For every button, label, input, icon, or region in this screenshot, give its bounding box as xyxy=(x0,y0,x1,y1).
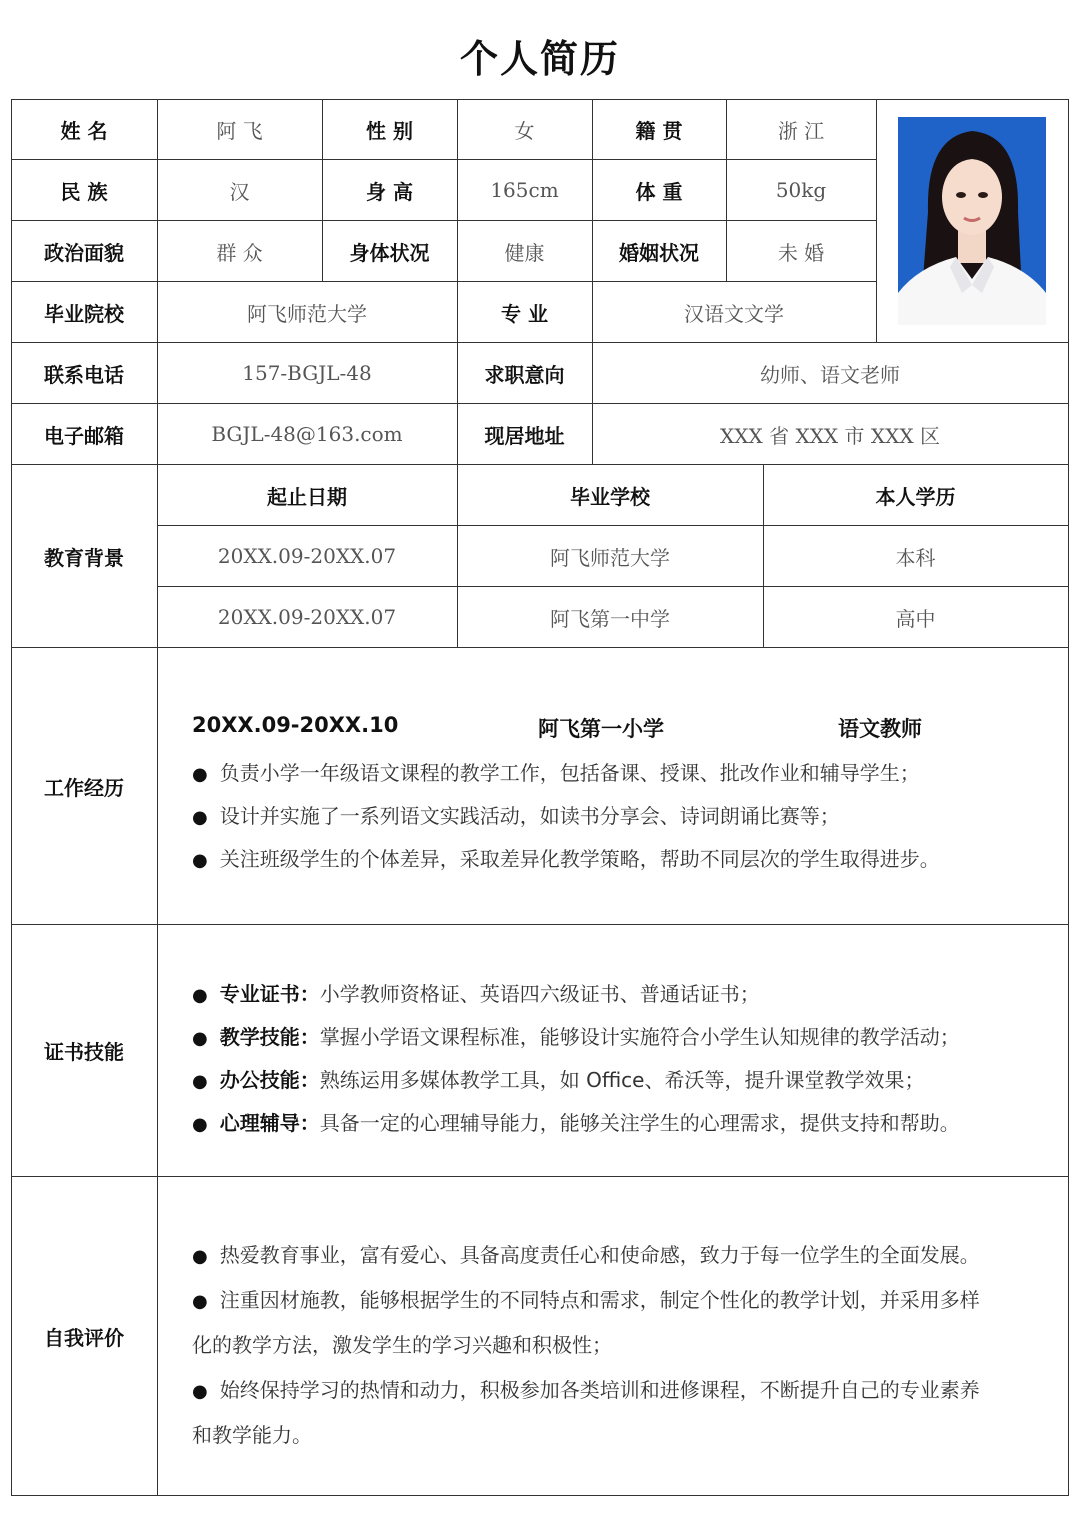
list-item xyxy=(192,843,940,872)
bullet-icon: ● xyxy=(192,850,208,871)
education-label: 教育背景 xyxy=(11,465,158,648)
address-label: 现居地址 xyxy=(457,404,593,465)
list-item xyxy=(192,1239,980,1268)
height-value: 165cm xyxy=(457,160,593,221)
skill-text: 熟练运用多媒体教学工具，如 Office、希沃等，提升课堂教学效果； xyxy=(319,1068,925,1092)
weight-value: 50kg xyxy=(726,160,877,221)
edu-header-date: 起止日期 xyxy=(157,465,458,526)
political-label: 政治面貌 xyxy=(11,221,158,282)
self-eval-label: 自我评价 xyxy=(11,1177,158,1496)
bullet-icon: ● xyxy=(192,1291,208,1312)
bullet-icon: ● xyxy=(192,807,208,828)
skill-text: 具备一定的心理辅导能力，能够关注学生的心理需求，提供支持和帮助。 xyxy=(319,1111,960,1135)
skill-key: 办公技能： xyxy=(219,1068,320,1092)
gender-value: 女 xyxy=(457,99,593,160)
name-label: 姓 名 xyxy=(11,99,158,160)
bullet-icon: ● xyxy=(192,1381,208,1402)
bullet-icon: ● xyxy=(192,764,208,785)
marital-label: 婚姻状况 xyxy=(592,221,727,282)
list-item-continuation xyxy=(192,1329,612,1358)
health-label: 身体状况 xyxy=(322,221,458,282)
list-item-continuation xyxy=(192,1419,312,1448)
phone-label: 联系电话 xyxy=(11,343,158,404)
list-item xyxy=(192,1064,924,1093)
skill-key: 心理辅导： xyxy=(219,1111,320,1135)
weight-label: 体 重 xyxy=(592,160,727,221)
list-item xyxy=(192,1021,960,1050)
work-cell xyxy=(157,648,1069,925)
ethnic-value: 汉 xyxy=(157,160,323,221)
marital-value: 未 婚 xyxy=(726,221,877,282)
self-eval-text: 注重因材施教，能够根据学生的不同特点和需求，制定个性化的教学计划，并采用多样 xyxy=(219,1288,980,1312)
skill-key: 专业证书： xyxy=(219,982,320,1006)
edu-header-school: 毕业学校 xyxy=(457,465,764,526)
page-title: 个人简历 xyxy=(459,37,620,81)
major-value: 汉语文文学 xyxy=(592,282,877,343)
list-item xyxy=(192,757,920,786)
work-label: 工作经历 xyxy=(11,648,158,925)
skill-key: 教学技能： xyxy=(219,1025,320,1049)
edu-row-degree: 高中 xyxy=(763,587,1069,648)
origin-value: 浙 江 xyxy=(726,99,877,160)
self-eval-text: 和教学能力。 xyxy=(192,1423,312,1447)
address-value: XXX 省 XXX 市 XXX 区 xyxy=(592,404,1069,465)
political-value: 群 众 xyxy=(157,221,323,282)
skill-text: 掌握小学语文课程标准，能够设计实施符合小学生认知规律的教学活动； xyxy=(319,1025,960,1049)
self-eval-text: 化的教学方法，激发学生的学习兴趣和积极性； xyxy=(192,1333,612,1357)
edu-row-school: 阿飞第一中学 xyxy=(457,587,764,648)
self-eval-text: 热爱教育事业，富有爱心、具备高度责任心和使命感，致力于每一位学生的全面发展。 xyxy=(219,1243,980,1267)
email-value: BGJL-48@163.com xyxy=(157,404,458,465)
list-item xyxy=(192,1284,980,1313)
height-label: 身 高 xyxy=(322,160,458,221)
skills-cell xyxy=(157,925,1069,1177)
school-value: 阿飞师范大学 xyxy=(157,282,458,343)
intent-label: 求职意向 xyxy=(457,343,593,404)
email-label: 电子邮箱 xyxy=(11,404,158,465)
list-item xyxy=(192,800,840,829)
list-item xyxy=(192,1107,960,1136)
major-label: 专 业 xyxy=(457,282,593,343)
profile-photo xyxy=(898,117,1046,325)
edu-row-date: 20XX.09-20XX.07 xyxy=(157,587,458,648)
work-position: 语文教师 xyxy=(838,717,922,741)
phone-value: 157-BGJL-48 xyxy=(157,343,458,404)
name-value: 阿 飞 xyxy=(157,99,323,160)
skills-label: 证书技能 xyxy=(11,925,158,1177)
edu-header-degree: 本人学历 xyxy=(763,465,1069,526)
skill-text: 小学教师资格证、英语四六级证书、普通话证书； xyxy=(319,982,760,1006)
bullet-icon: ● xyxy=(192,985,208,1006)
bullet-icon: ● xyxy=(192,1028,208,1049)
bullet-icon: ● xyxy=(192,1114,208,1135)
school-label: 毕业院校 xyxy=(11,282,158,343)
work-item-text: 设计并实施了一系列语文实践活动，如读书分享会、诗词朗诵比赛等； xyxy=(219,804,840,828)
bullet-icon: ● xyxy=(192,1246,208,1267)
health-value: 健康 xyxy=(457,221,593,282)
edu-row-degree: 本科 xyxy=(763,526,1069,587)
work-period: 20XX.09-20XX.10 xyxy=(192,713,399,737)
edu-row-school: 阿飞师范大学 xyxy=(457,526,764,587)
work-item-text: 关注班级学生的个体差异，采取差异化教学策略，帮助不同层次的学生取得进步。 xyxy=(219,847,940,871)
origin-label: 籍 贯 xyxy=(592,99,727,160)
list-item xyxy=(192,978,760,1007)
edu-row-date: 20XX.09-20XX.07 xyxy=(157,526,458,587)
bullet-icon: ● xyxy=(192,1071,208,1092)
work-company: 阿飞第一小学 xyxy=(538,717,664,741)
work-item-text: 负责小学一年级语文课程的教学工作，包括备课、授课、批改作业和辅导学生； xyxy=(219,761,920,785)
self-eval-text: 始终保持学习的热情和动力，积极参加各类培训和进修课程，不断提升自己的专业素养 xyxy=(219,1378,980,1402)
list-item xyxy=(192,1374,980,1403)
intent-value: 幼师、语文老师 xyxy=(592,343,1069,404)
ethnic-label: 民 族 xyxy=(11,160,158,221)
portrait-image xyxy=(898,117,1046,325)
gender-label: 性 别 xyxy=(322,99,458,160)
